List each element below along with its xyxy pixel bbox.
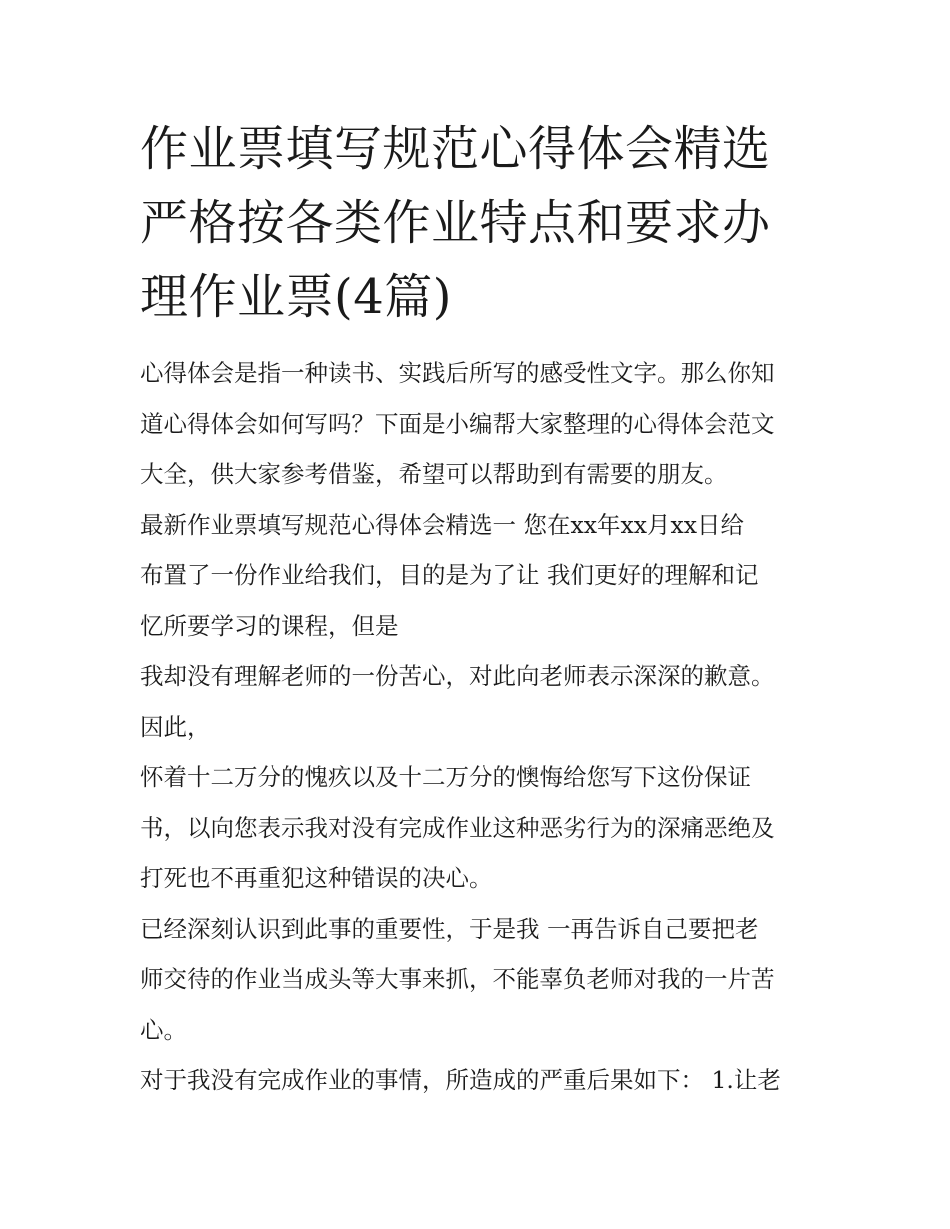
- body-line-4: 最新作业票填写规范心得体会精选一 您在xx年xx月xx日给: [140, 510, 744, 539]
- document-body: [140, 348, 820, 1106]
- body-line-12: 已经深刻认识到此事的重要性，于是我 一再告诉自己要把老: [140, 914, 759, 943]
- document-title: [140, 112, 820, 334]
- body-line-9: 怀着十二万分的愧疚以及十二万分的懊悔给您写下这份保证: [140, 763, 751, 791]
- body-line-5: 布置了一份作业给我们，目的是为了让 我们更好的理解和记: [140, 561, 759, 589]
- body-line-14: 心。: [140, 1015, 187, 1044]
- body-line-7: 我却没有理解老师的一份苦心，对此向老师表示深深的歉意。: [140, 662, 775, 690]
- body-line-10: 书，以向您表示我对没有完成作业这种恶劣行为的深痛恶绝及: [140, 813, 775, 842]
- body-line-3: 大全，供大家参考借鉴，希望可以帮助到有需要的朋友。: [140, 460, 728, 488]
- body-line-1: 心得体会是指一种读书、实践后所写的感受性文字。那么你知: [140, 359, 775, 387]
- body-line-15: 对于我没有完成作业的事情，所造成的严重后果如下： 1.让老: [140, 1066, 781, 1094]
- body-line-11: 打死也不再重犯这种错误的决心。: [140, 864, 493, 892]
- document-page: [140, 112, 820, 1106]
- title-line-1: 作业票填写规范心得体会精选: [140, 121, 771, 177]
- title-line-2: 严格按各类作业特点和要求办: [140, 195, 771, 251]
- title-line-3: 理作业票(4篇): [140, 269, 452, 325]
- body-line-13: 师交待的作业当成头等大事来抓，不能辜负老师对我的一片苦: [140, 965, 775, 993]
- body-line-6: 忆所要学习的课程，但是: [140, 611, 399, 640]
- body-line-8: 因此，: [140, 712, 211, 741]
- body-line-2: 道心得体会如何写吗？下面是小编帮大家整理的心得体会范文: [140, 409, 775, 438]
